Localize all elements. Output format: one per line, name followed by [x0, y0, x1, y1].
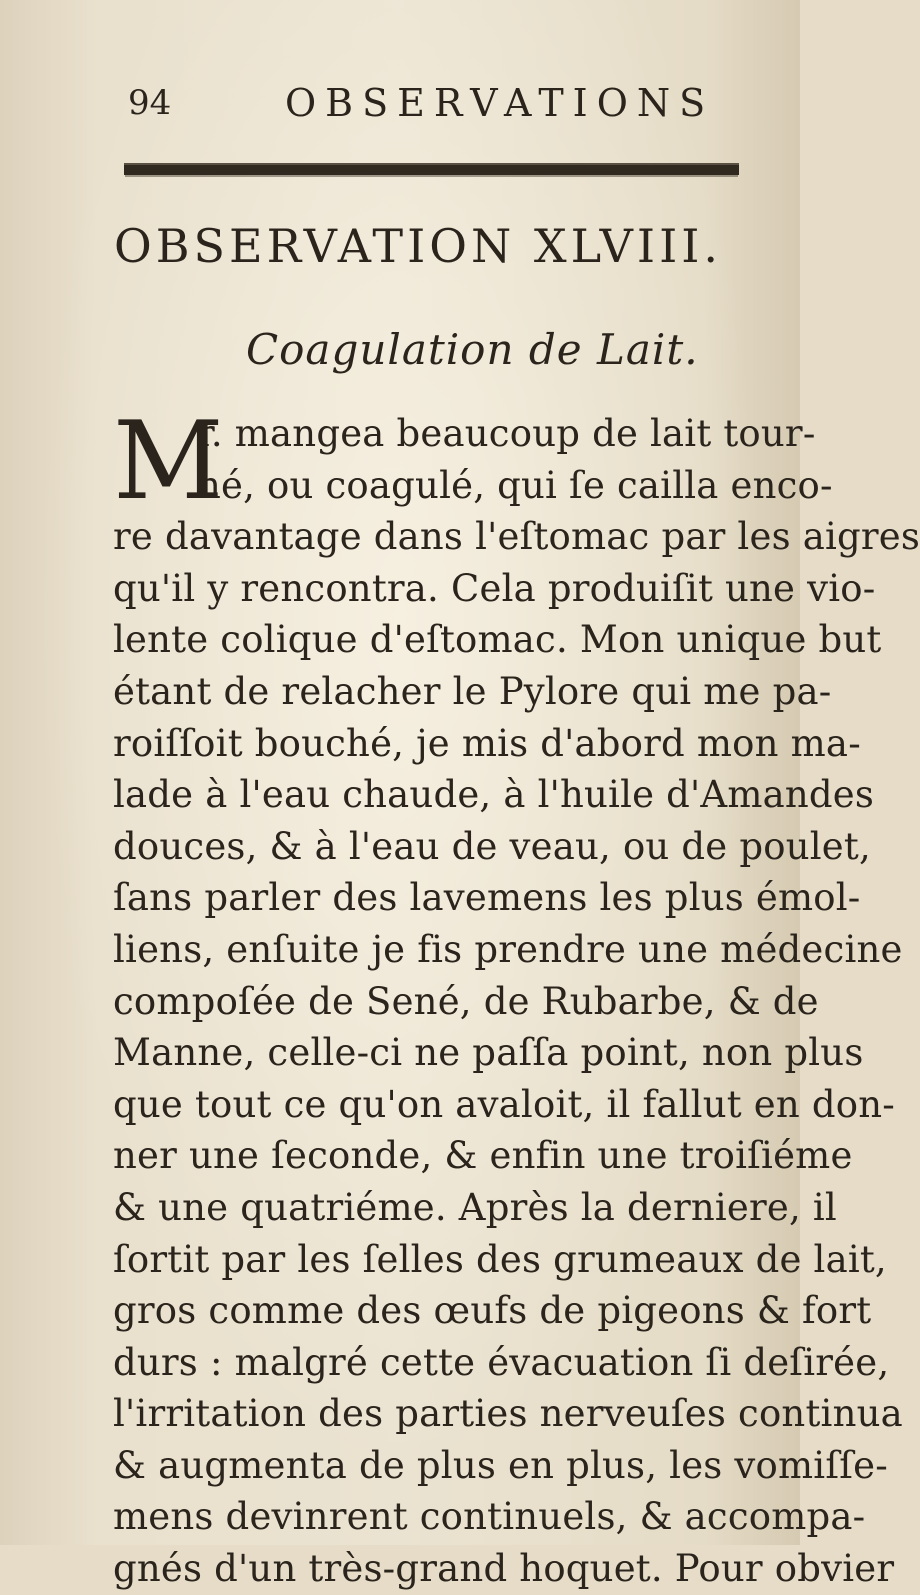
text-line: lente colique d'eſtomac. Mon unique but: [113, 618, 882, 662]
ornamental-rule: [124, 163, 739, 175]
text-line: compoſée de Sené, de Rubarbe, & de: [113, 979, 819, 1023]
text-line: liens, enſuite je fis prendre une médecine: [113, 927, 903, 971]
text-line: ner une ſeconde, & enfin une troiſiéme: [113, 1134, 853, 1178]
text-line: que tout ce qu'on avaloit, il fallut en don-: [113, 1082, 895, 1126]
observation-subtitle: Coagulation de Lait.: [246, 325, 699, 374]
drop-cap: M: [113, 399, 224, 524]
text-line: & une quatriéme. Après la derniere, il: [113, 1185, 837, 1229]
text-line: gnés d'un très-grand hoquet. Pour obvier: [113, 1547, 895, 1591]
observation-title: OBSERVATION XLVIII.: [114, 219, 723, 273]
text-line: durs : malgré cette évacuation ſi deſirée,: [113, 1340, 890, 1384]
text-line: roiſſoit bouché, je mis d'abord mon ma-: [113, 721, 861, 765]
text-line: re davantage dans l'eſtomac par les aigres: [113, 515, 920, 559]
text-line: Manne, celle-ci ne paſſa point, non plus: [113, 1031, 864, 1075]
text-line: douces, & à l'eau de veau, ou de poulet,: [113, 824, 871, 868]
text-line: qu'il y rencontra. Cela produiſit une vio-: [113, 566, 876, 610]
text-line: r. mangea beaucoup de lait tour-: [197, 412, 816, 455]
text-line: ſans parler des lavemens les plus émol-: [113, 876, 861, 920]
text-line: & augmenta de plus en plus, les vomiſſe-: [113, 1443, 888, 1487]
text-line: gros comme des œufs de pigeons & fort: [113, 1289, 872, 1333]
text-line: ſortit par les ſelles des grumeaux de lait,: [113, 1237, 887, 1281]
running-title: OBSERVATIONS: [285, 81, 715, 125]
text-line: lade à l'eau chaude, à l'huile d'Amandes: [113, 773, 875, 817]
text-line: mens devinrent continuels, & accompa-: [113, 1495, 866, 1539]
running-head: [120, 78, 715, 128]
body-text: [113, 399, 920, 1595]
page-number: 94: [128, 83, 172, 123]
text-line: l'irritation des parties nerveuſes continua: [113, 1392, 903, 1436]
text-line: étant de relacher le Pylore qui me pa-: [113, 669, 832, 713]
text-line: né, ou coagulé, qui ſe cailla enco-: [197, 463, 833, 507]
